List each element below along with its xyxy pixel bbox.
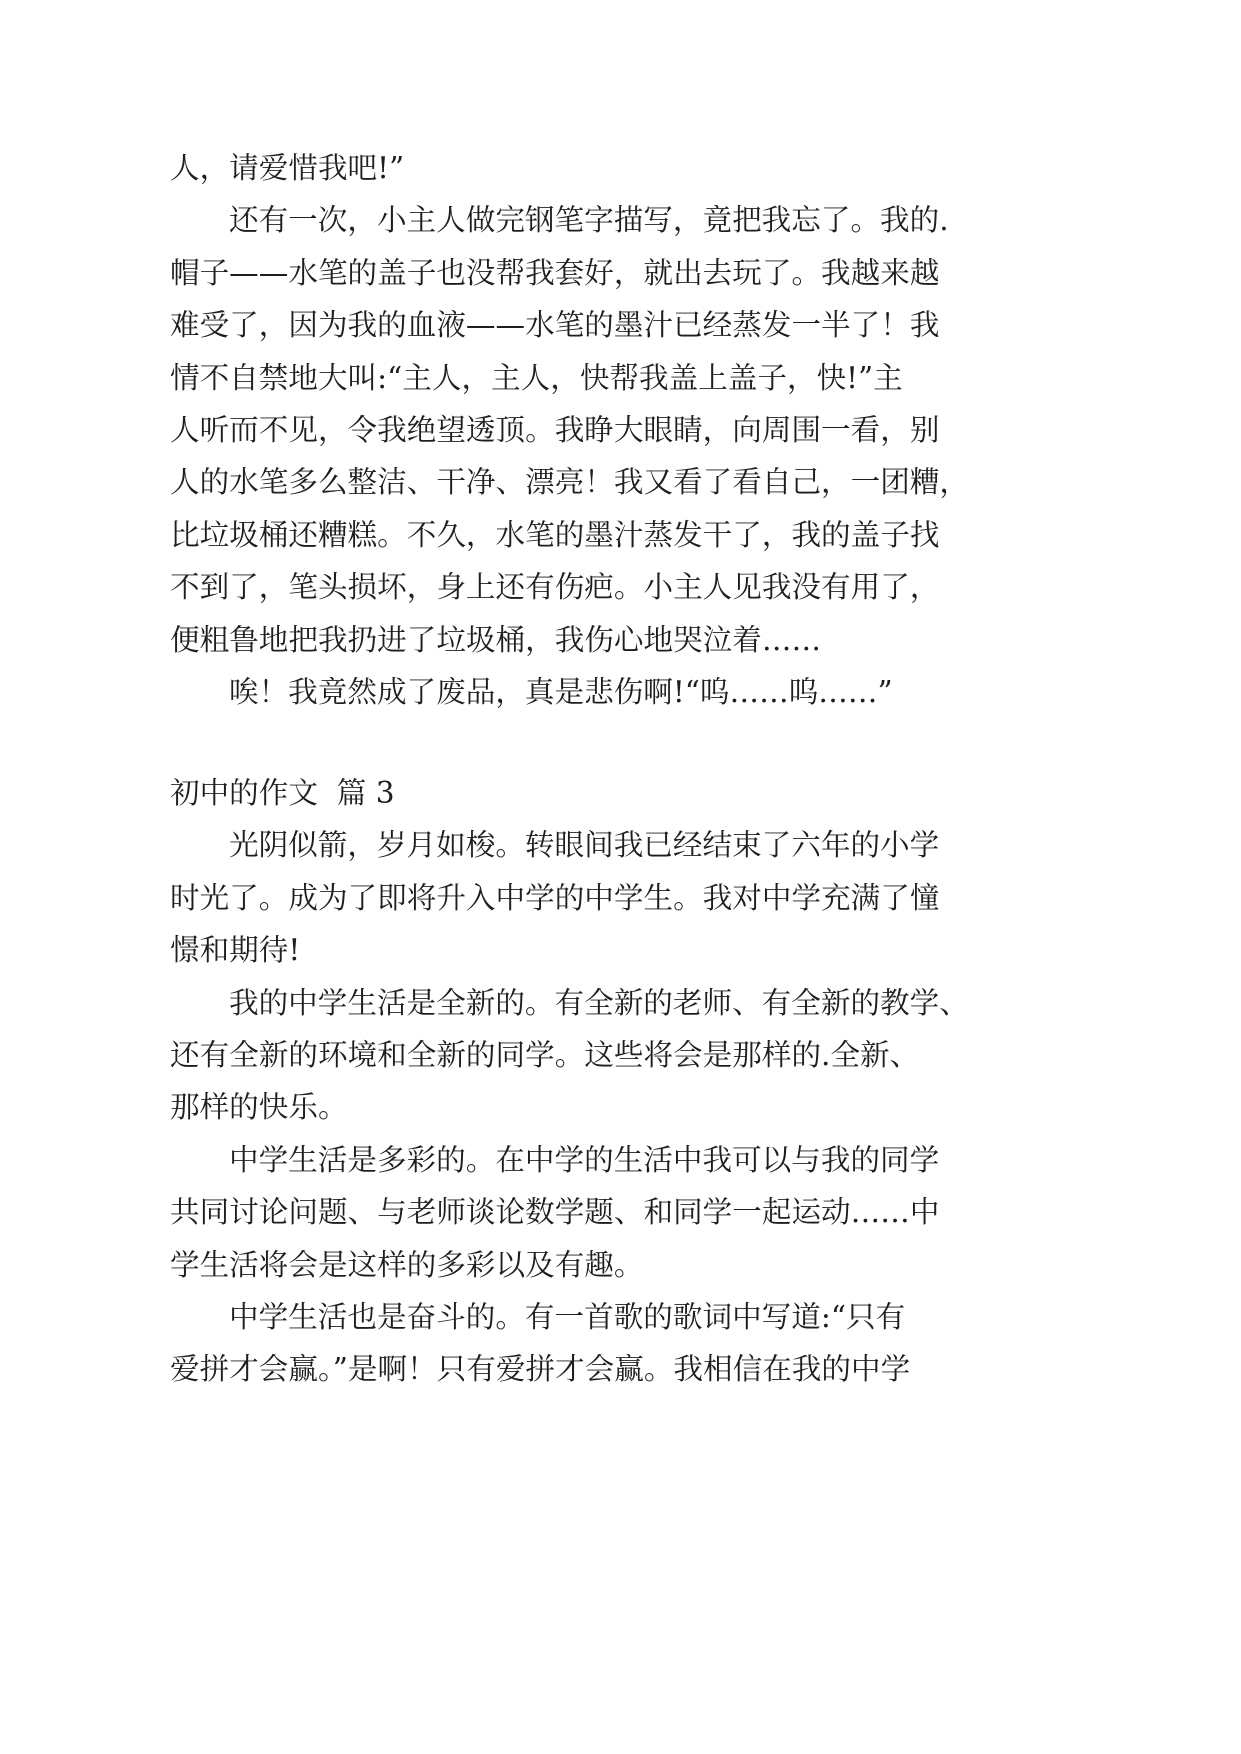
text-line: 共同讨论问题、与老师谈论数学题、和同学一起运动……中 — [170, 1195, 940, 1230]
paragraph — [170, 666, 1070, 718]
text-line: 还有全新的环境和全新的同学。这些将会是那样的.全新、 — [170, 1037, 920, 1072]
text-line: 唉！我竟然成了废品，真是悲伤啊!“呜……呜……” — [229, 674, 893, 709]
text-line: 中学生活是多彩的。在中学的生活中我可以与我的同学 — [229, 1142, 940, 1177]
text-line: 爱拼才会赢。”是啊！只有爱拼才会赢。我相信在我的中学 — [170, 1352, 911, 1387]
text-line: 还有一次，小主人做完钢笔字描写，竟把我忘了。我的. — [229, 203, 949, 238]
text-line: 比垃圾桶还糟糕。不久，水笔的墨汁蒸发干了，我的盖子找 — [170, 517, 940, 552]
text-line: 那样的快乐。 — [170, 1090, 348, 1125]
text-line: 不到了，笔头损坏，身上还有伤疤。小主人见我没有用了， — [170, 570, 940, 605]
text-line: 光阴似箭，岁月如梭。转眼间我已经结束了六年的小学 — [229, 828, 940, 863]
text-line: 便粗鲁地把我扔进了垃圾桶，我伤心地哭泣着…… — [170, 622, 822, 657]
paragraph — [170, 1291, 1070, 1396]
paragraph — [170, 977, 1070, 1134]
paragraph — [170, 819, 1070, 976]
text-line: 人的水笔多么整洁、干净、漂亮！我又看了看自己，一团糟， — [170, 465, 970, 500]
text-line: 帽子——水笔的盖子也没帮我套好，就出去玩了。我越来越 — [170, 255, 940, 290]
continued-text — [170, 142, 1070, 718]
section-heading: 初中的作文 篇 3 — [170, 776, 395, 810]
paragraph — [170, 1134, 1070, 1291]
text-line: 情不自禁地大叫:“主人，主人，快帮我盖上盖子，快!”主 — [170, 360, 903, 395]
essay-section — [170, 767, 1070, 1396]
paragraph — [170, 194, 1070, 666]
text-line: 中学生活也是奋斗的。有一首歌的歌词中写道:“只有 — [229, 1299, 906, 1334]
text-line: 人，请爱惜我吧!” — [170, 151, 405, 185]
text-line: 我的中学生活是全新的。有全新的老师、有全新的教学、 — [229, 985, 969, 1020]
paragraph — [170, 142, 1070, 194]
text-line: 时光了。成为了即将升入中学的中学生。我对中学充满了憧 — [170, 880, 940, 915]
text-line: 学生活将会是这样的多彩以及有趣。 — [170, 1247, 644, 1282]
text-line: 憬和期待! — [170, 933, 301, 968]
text-line: 难受了，因为我的血液——水笔的墨汁已经蒸发一半了！我 — [170, 308, 940, 343]
text-line: 人听而不见，令我绝望透顶。我睁大眼睛，向周围一看，别 — [170, 412, 940, 447]
